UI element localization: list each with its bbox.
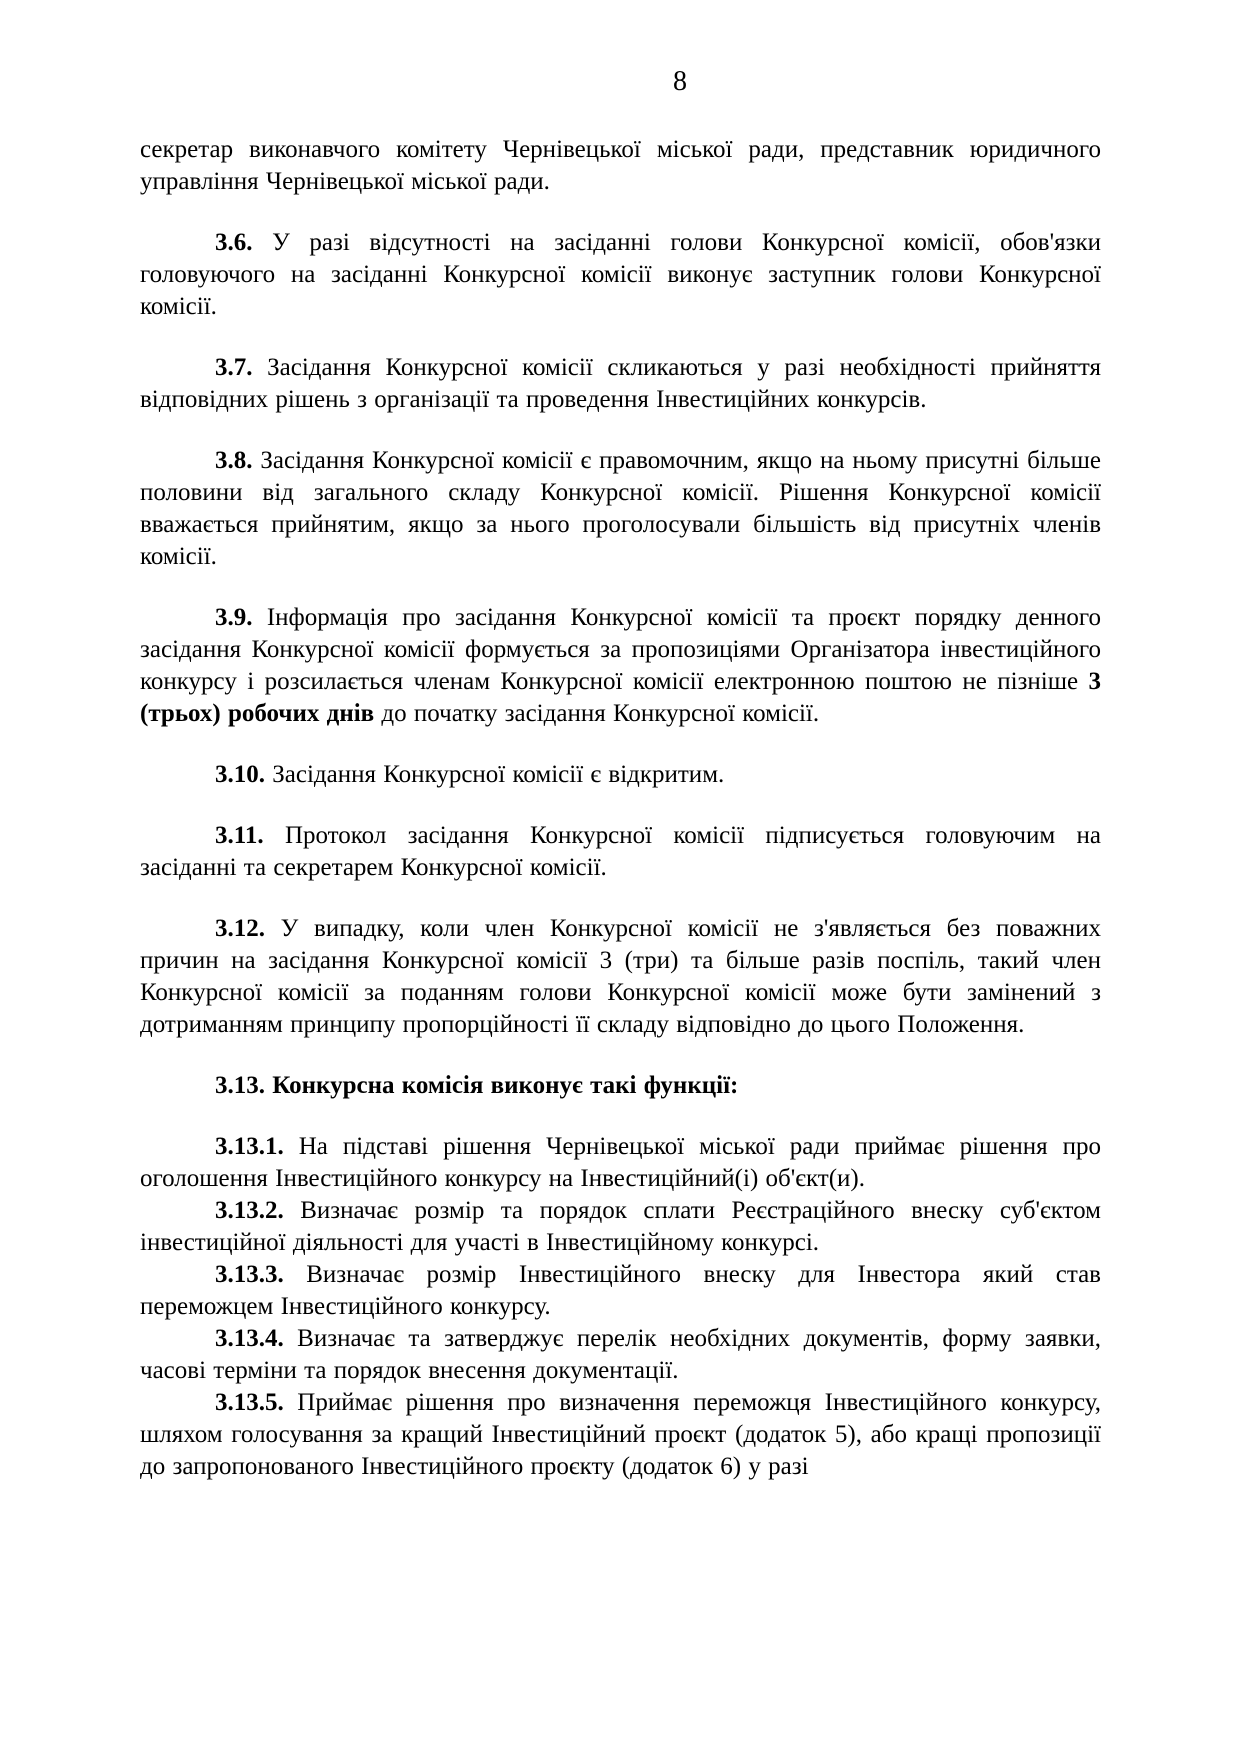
clause-3-13-4 <box>140 1323 1101 1387</box>
clause-3-13-3 <box>140 1259 1101 1323</box>
clause-number: 3.7. <box>215 354 253 381</box>
text-run: секретар виконавчого комітету Чернівецької міської ради, представник юридичного управління Чернівецької міської ради. <box>140 136 1101 195</box>
clause-number: 3.10. <box>215 761 265 788</box>
clause-number: 3.13.3. <box>215 1261 284 1288</box>
clause-3-12 <box>140 913 1101 1041</box>
text-run: Конкурсна комісія виконує такі функції: <box>265 1072 739 1099</box>
text-run: Визначає розмір та порядок сплати Реєстраційного внеску суб'єктом інвестиційної діяльності для участі в Інвестиційному конкурсі. <box>140 1197 1101 1256</box>
clause-3-13-heading <box>140 1070 1101 1102</box>
clause-number: 3.12. <box>215 915 265 942</box>
text-run: У разі відсутності на засіданні голови Конкурсної комісії, обов'язки головуючого на засіданні Конкурсної комісії виконує заступник голови Конкурсної комісії. <box>140 229 1101 320</box>
text-run: Протокол засідання Конкурсної комісії підписується головуючим на засіданні та секретарем Конкурсної комісії. <box>140 822 1101 881</box>
page-content <box>140 134 1101 1483</box>
clause-number: 3.8. <box>215 447 253 474</box>
clause-3-13-2 <box>140 1195 1101 1259</box>
clause-number: 3.9. <box>215 604 253 631</box>
clause-3-7 <box>140 352 1101 416</box>
clause-number: 3.13.2. <box>215 1197 284 1224</box>
text-run: Приймає рішення про визначення переможця Інвестиційного конкурсу, шляхом голосування за кращий Інвестиційний проєкт (додаток 5), або кращі пропозиції до запропонованого Інвестиційного проєкту (додаток 6) у разі <box>140 1389 1101 1480</box>
clause-3-8 <box>140 445 1101 573</box>
clause-3-10 <box>140 759 1101 791</box>
text-run: Інформація про засідання Конкурсної комісії та проєкт порядку денного засідання Конкурсної комісії формується за пропозиціями Організатора інвестиційного конкурсу і розсилається членам Конкурсної комісії електронною поштою не пізніше <box>140 604 1101 695</box>
text-run: У випадку, коли член Конкурсної комісії не з'являється без поважних причин на засідання Конкурсної комісії 3 (три) та більше разів поспіль, такий член Конкурсної комісії за поданням голови Конкурсної комісії може бути замінений з дотриманням принципу пропорційності її складу відповідно до цього Положення. <box>140 915 1101 1038</box>
clause-3-6 <box>140 227 1101 323</box>
clause-3-13-1 <box>140 1131 1101 1195</box>
text-run: Засідання Конкурсної комісії є правомочним, якщо на ньому присутні більше половини від загального складу Конкурсної комісії. Рішення Конкурсної комісії вважається прийнятим, якщо за нього проголосували більшість від присутніх членів комісії. <box>140 447 1101 570</box>
text-run: На підставі рішення Чернівецької міської ради приймає рішення про оголошення Інвестиційного конкурсу на Інвестиційний(і) об'єкт(и). <box>140 1133 1101 1192</box>
clause-number: 3.13.1. <box>215 1133 284 1160</box>
clause-number: 3.6. <box>215 229 253 256</box>
clause-3-11 <box>140 820 1101 884</box>
text-run: Визначає та затверджує перелік необхідних документів, форму заявки, часові терміни та порядок внесення документації. <box>140 1325 1101 1384</box>
page-number: 8 <box>673 66 687 97</box>
clause-number: 3.13. <box>215 1072 265 1099</box>
clause-3-9 <box>140 602 1101 730</box>
clause-3-13-5 <box>140 1387 1101 1483</box>
clause-number: 3 (трьох) робочих днів <box>140 668 1101 727</box>
clause-number: 3.11. <box>215 822 264 849</box>
text-run: до початку засідання Конкурсної комісії. <box>374 700 820 727</box>
clause-number: 3.13.4. <box>215 1325 284 1352</box>
text-run: Визначає розмір Інвестиційного внеску для Інвестора який став переможцем Інвестиційного конкурсу. <box>140 1261 1101 1320</box>
text-run: Засідання Конкурсної комісії є відкритим. <box>265 761 725 788</box>
paragraph-continuation <box>140 134 1101 198</box>
clause-number: 3.13.5. <box>215 1389 284 1416</box>
text-run: Засідання Конкурсної комісії скликаються у разі необхідності прийняття відповідних рішень з організації та проведення Інвестиційних конкурсів. <box>140 354 1101 413</box>
